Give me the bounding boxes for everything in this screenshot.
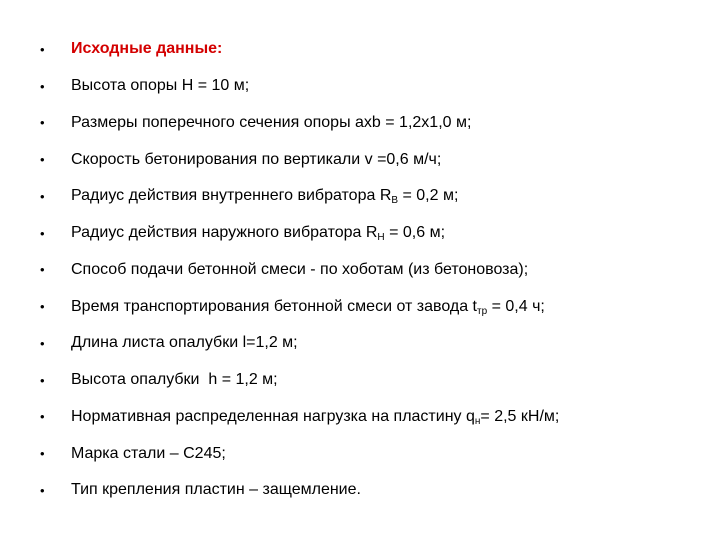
item-text [71, 298, 545, 316]
bullet-icon: • [40, 225, 45, 241]
item-text-main: Время транспортирования бетонной смеси от завода t [71, 297, 477, 315]
item-text-main: Радиус действия внутреннего вибратора R [71, 187, 392, 205]
bullet-icon: • [40, 78, 45, 94]
bullet-icon: • [40, 152, 45, 168]
list-item [40, 399, 559, 436]
item-text-tail: = 0,4 ч; [487, 297, 545, 315]
list-item [40, 252, 559, 289]
list-item [40, 68, 559, 105]
item-text: Размеры поперечного сечения опоры axb = 1,2x1,0 м; [71, 113, 472, 131]
item-text-tail: = 0,6 м; [384, 224, 446, 242]
bullet-icon: • [40, 299, 45, 315]
item-text [71, 408, 559, 426]
bullet-icon: • [40, 188, 45, 204]
list-item [40, 472, 559, 509]
item-text: Длина листа опалубки l=1,2 м; [71, 334, 298, 352]
subscript: В [391, 195, 399, 207]
list-item [40, 325, 559, 362]
item-text: Высота опалубки h = 1,2 м; [71, 371, 278, 389]
heading-text: Исходные данные: [71, 40, 223, 58]
item-text-tail: = 0,2 м; [398, 187, 459, 205]
subscript: тр [477, 305, 488, 317]
list-item [40, 105, 559, 142]
bullet-icon: • [40, 372, 45, 388]
item-text [71, 187, 458, 205]
list-item [40, 435, 559, 472]
list-item-heading [40, 31, 559, 68]
bullet-icon: • [40, 409, 45, 425]
item-text: Способ подачи бетонной смеси - по хоботам (из бетоновоза); [71, 260, 529, 278]
bullet-icon: • [40, 446, 45, 462]
item-text: Высота опоры Н = 10 м; [71, 77, 250, 95]
item-text: Скорость бетонирования по вертикали v =0,6 м/ч; [71, 150, 442, 168]
list-item [40, 362, 559, 399]
item-text-tail: = 2,5 кН/м; [480, 407, 560, 425]
bullet-icon: • [40, 115, 45, 131]
subscript: н [474, 415, 481, 427]
bullet-list [40, 31, 559, 509]
item-text-main: Нормативная распределенная нагрузка на пластину q [71, 407, 475, 425]
list-item [40, 288, 559, 325]
list-item [40, 178, 559, 215]
list-item [40, 215, 559, 252]
bullet-icon: • [40, 262, 45, 278]
subscript: Н [377, 232, 385, 244]
item-text: Марка стали – С245; [71, 444, 226, 462]
item-text: Тип крепления пластин – защемление. [71, 481, 361, 499]
bullet-icon: • [40, 482, 45, 498]
bullet-icon: • [40, 41, 45, 57]
list-item [40, 141, 559, 178]
item-text [71, 224, 445, 242]
item-text-main: Радиус действия наружного вибратора R [71, 224, 378, 242]
bullet-icon: • [40, 335, 45, 351]
